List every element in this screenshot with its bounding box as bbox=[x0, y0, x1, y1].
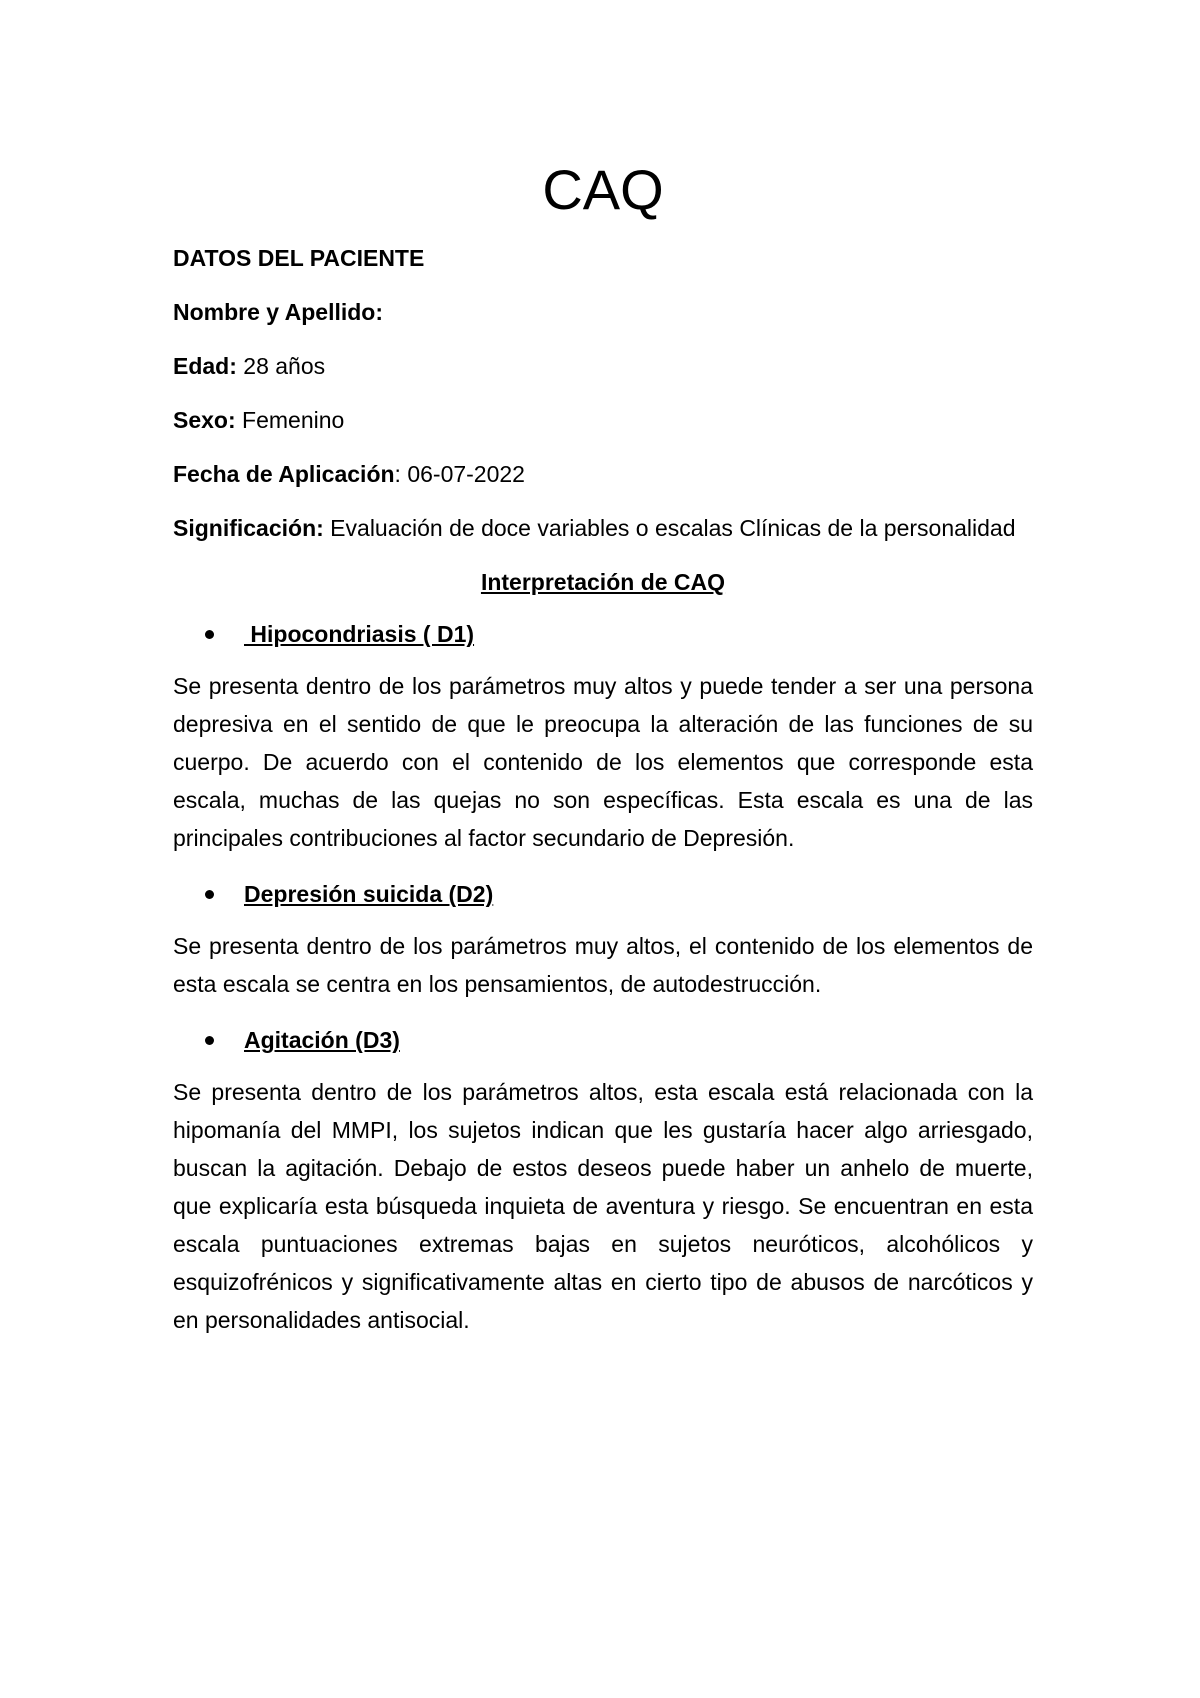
section-paragraph-d2: Se presenta dentro de los parámetros muy altos, el contenido de los elementos de esta escala se centra en los pensamientos, de autodestrucción. bbox=[173, 933, 1033, 997]
section-heading-label: Agitación (D3) bbox=[244, 1027, 400, 1053]
field-sex-label: Sexo: bbox=[173, 407, 236, 433]
field-date-value: : 06-07-2022 bbox=[394, 461, 525, 487]
section-heading-d2 bbox=[173, 875, 1033, 913]
field-date-label: Fecha de Aplicación bbox=[173, 461, 395, 487]
interpretation-title: Interpretación de CAQ bbox=[480, 569, 726, 595]
field-date bbox=[173, 455, 1033, 493]
bullet-icon bbox=[205, 1036, 214, 1045]
field-meaning bbox=[173, 509, 1033, 547]
section-heading-label: Depresión suicida (D2) bbox=[244, 881, 494, 907]
field-meaning-value: Evaluación de doce variables o escalas Clínicas de la personalidad bbox=[323, 515, 1016, 541]
field-meaning-label: Significación: bbox=[173, 515, 324, 541]
field-sex-value: Femenino bbox=[235, 407, 345, 433]
field-age-value: 28 años bbox=[236, 353, 326, 379]
section-heading-d3 bbox=[173, 1021, 1033, 1059]
document-content bbox=[173, 155, 1033, 1357]
bullet-icon bbox=[205, 630, 214, 639]
field-sex bbox=[173, 401, 1033, 439]
patient-data-heading: DATOS DEL PACIENTE bbox=[173, 245, 425, 271]
field-name bbox=[173, 293, 1033, 331]
section-heading-d1 bbox=[173, 615, 1033, 653]
section-paragraph-d3: Se presenta dentro de los parámetros altos, esta escala está relacionada con la hipomanía del MMPI, los sujetos indican que les gustaría hacer algo arriesgado, buscan la agitación. Debajo de estos deseos puede haber un anhelo de muerte, que explicaría esta búsqueda inquieta de aventura y riesgo. Se encuentran en esta escala puntuaciones extremas bajas en sujetos neuróticos, alcohólicos y esquizofrénicos y significativamente altas en cierto tipo de abusos de narcóticos y en personalidades antisocial. bbox=[173, 1079, 1033, 1333]
field-age-label: Edad: bbox=[173, 353, 237, 379]
document-title: CAQ bbox=[542, 158, 664, 221]
field-age bbox=[173, 347, 1033, 385]
section-heading-label: Hipocondriasis ( D1) bbox=[244, 621, 475, 647]
field-name-label: Nombre y Apellido: bbox=[173, 299, 383, 325]
bullet-icon bbox=[205, 890, 214, 899]
section-paragraph-d1: Se presenta dentro de los parámetros muy altos y puede tender a ser una persona depresiva en el sentido de que le preocupa la alteración de las funciones de su cuerpo. De acuerdo con el contenido de los elementos que corresponde esta escala, muchas de las quejas no son específicas. Esta escala es una de las principales contribuciones al factor secundario de Depresión. bbox=[173, 673, 1033, 851]
